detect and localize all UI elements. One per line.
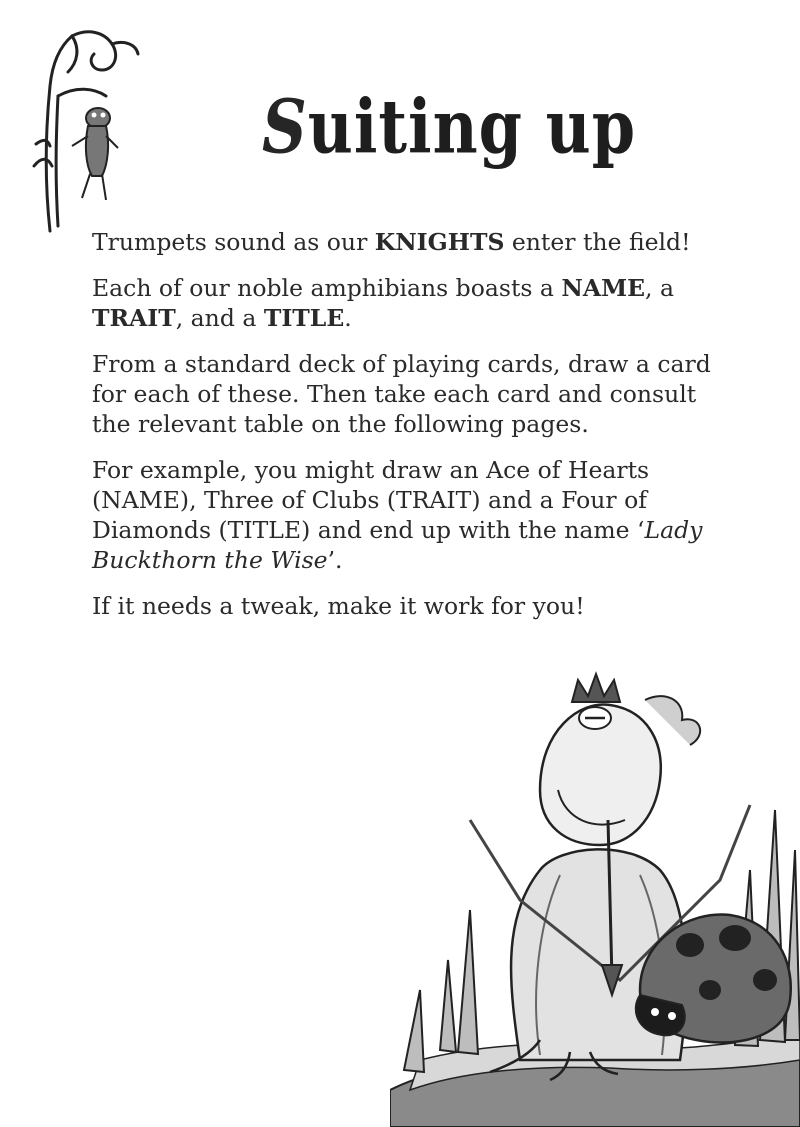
title-rest: uiting up	[307, 82, 637, 171]
keyword-title: TITLE	[263, 304, 345, 332]
frog-knight-with-ladybug-illustration	[390, 660, 800, 1127]
keyword-trait: TRAIT	[92, 304, 176, 332]
paragraph-intro	[92, 227, 732, 257]
body-text	[92, 227, 732, 637]
title-initial: S	[262, 82, 308, 171]
text-run: .	[344, 304, 352, 332]
page-title	[262, 82, 637, 171]
text-run: , a	[645, 274, 674, 302]
text-run: If it needs a tweak, make it work for you!	[92, 592, 585, 620]
keyword-knights: KNIGHTS	[374, 228, 505, 256]
ornamental-initial-frog-icon	[28, 26, 146, 241]
text-run: , and a	[175, 304, 264, 332]
paragraph-instructions	[92, 349, 732, 439]
text-run: For example, you might draw an Ace of Hearts (NAME), Three of Clubs (TRAIT) and a Four of Diamonds (TITLE) and end up with the name ‘	[92, 456, 650, 544]
text-run: Trumpets sound as our	[92, 228, 375, 256]
keyword-name: NAME	[561, 274, 646, 302]
text-run: Each of our noble amphibians boasts a	[92, 274, 562, 302]
text-run: enter the field!	[504, 228, 691, 256]
text-run: From a standard deck of playing cards, draw a card for each of these. Then take each card and consult the relevant table on the following pages.	[92, 350, 711, 438]
example-name: Lady Buckthorn the Wise	[92, 516, 703, 574]
paragraph-tweak	[92, 591, 732, 621]
paragraph-example	[92, 455, 732, 575]
text-run: ’.	[327, 546, 343, 574]
paragraph-attributes	[92, 273, 732, 333]
